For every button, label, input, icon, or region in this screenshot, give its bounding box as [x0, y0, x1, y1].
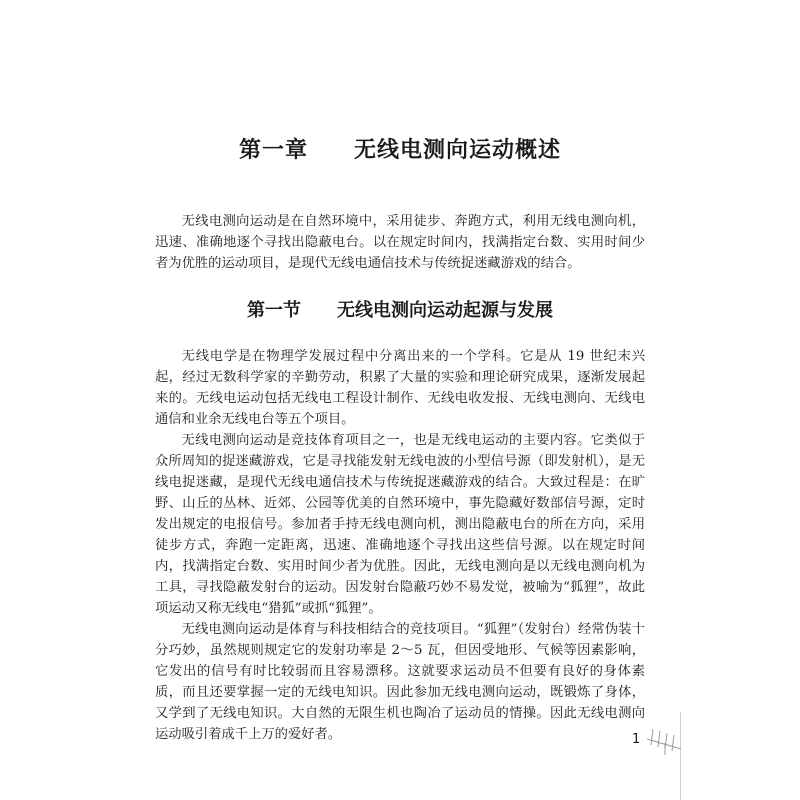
body-paragraph: 无线电测向运动是体育与科技相结合的竞技项目。“狐狸”（发射台）经常伪装十分巧妙，虽然规则规定它的发射功率是 2～5 瓦，但因受地形、气候等因素影响，它发出的信号有时比较弱而且容易漂移。这就要求运动员不但要有良好的身体素质，而且还要掌握一定的无线电知识。因此参加无线电测向运动，既锻炼了身体，又学到了无线电知识。大自然的无限生机也陶冶了运动员的情操。因此无线电测向运动吸引着成千上万的爱好者。: [155, 622, 645, 742]
page-number: 1: [632, 732, 641, 747]
chapter-title: 第一章 无线电测向运动概述: [238, 138, 561, 163]
section-body: [155, 346, 645, 745]
intro-paragraph: 无线电测向运动是在自然环境中，采用徒步、奔跑方式，利用无线电测向机，迅速、准确地逐个寻找出隐蔽电台。以在规定时间内，找满指定台数、实用时间少者为优胜的运动项目，是现代无线电通信技术与传统捉迷藏游戏的结合。: [155, 214, 645, 271]
body-paragraph: 无线电学是在物理学发展过程中分离出来的一个学科。它是从 19 世纪末兴起，经过无数科学家的辛勤劳动，积累了大量的实验和理论研究成果，逐渐发展起来的。无线电运动包括无线电工程设计制作、无线电收发报、无线电测向、无线电通信和业余无线电台等五个项目。: [155, 349, 645, 427]
section-title: 第一节 无线电测向运动起源与发展: [247, 300, 553, 321]
body-paragraph: 无线电测向运动是竞技体育项目之一，也是无线电运动的主要内容。它类似于众所周知的捉迷藏游戏，它是寻找能发射无线电波的小型信号源（即发射机），是无线电捉迷藏，是现代无线电通信技术与传统捉迷藏游戏的结合。大致过程是：在旷野、山丘的丛林、近郊、公园等优美的自然环境中，事先隐藏好数部信号源，定时发出规定的电报信号。参加者手持无线电测向机，测出隐蔽电台的所在方向，采用徒步方式，奔跑一定距离，迅速、准确地逐个寻找出这些信号源。以在规定时间内，找满指定台数、实用时间少者为优胜。因此，无线电测向是以无线电测向机为工具，寻找隐蔽发射台的运动。因发射台隐蔽巧妙不易发觉，被喻为“狐狸”，故此项运动又称无线电“猎狐”或抓“狐狸”。: [155, 433, 645, 616]
antenna-icon: [645, 715, 685, 755]
